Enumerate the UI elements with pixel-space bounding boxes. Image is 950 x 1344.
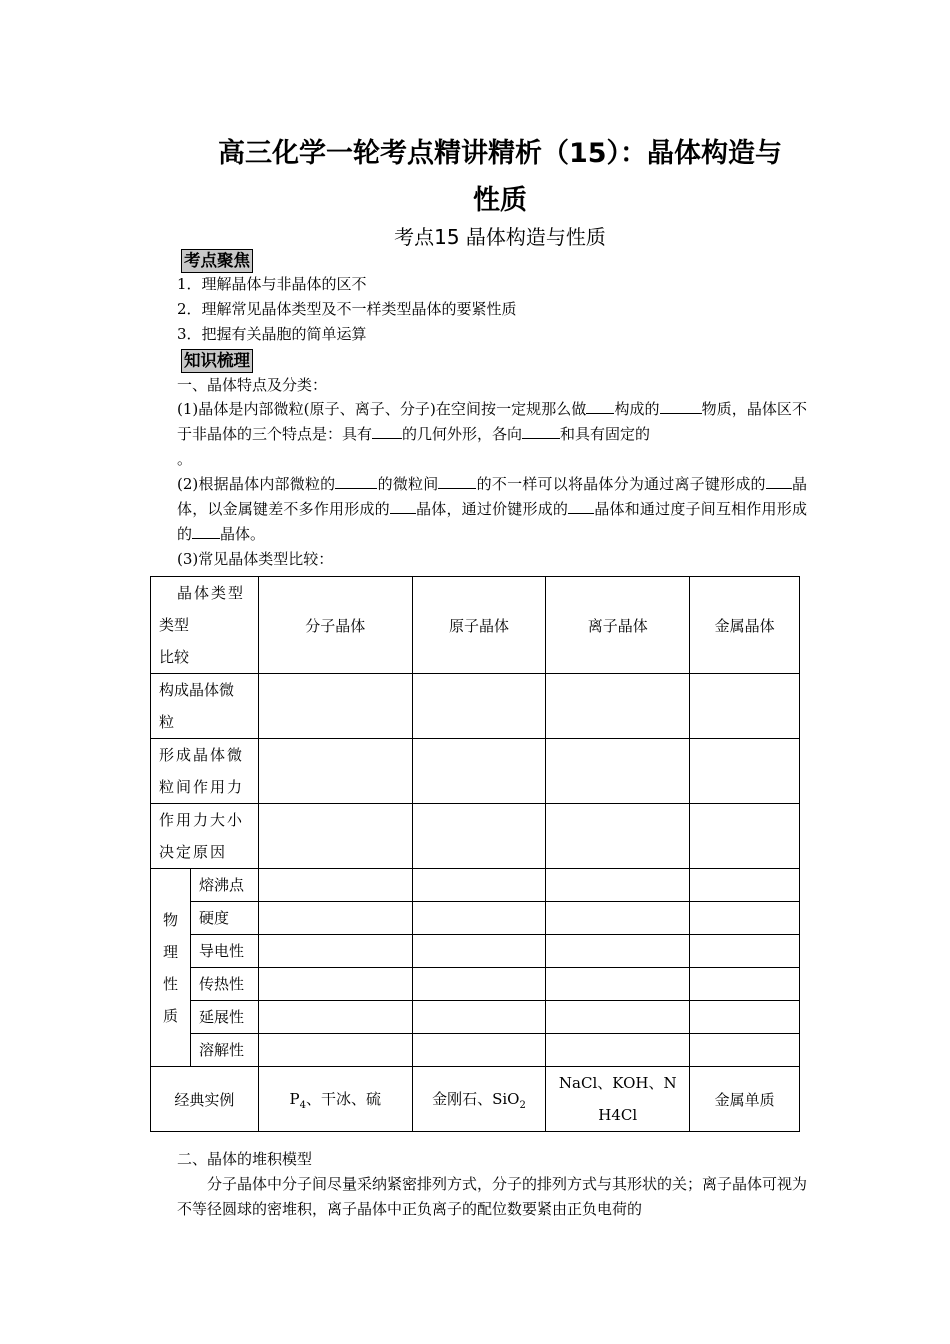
table-cell[interactable] (258, 1034, 412, 1067)
blank[interactable] (335, 472, 377, 489)
doc-subtitle: 考点15 晶体构造与性质 (394, 225, 606, 249)
blank[interactable] (522, 422, 560, 439)
table-cell[interactable] (690, 869, 800, 902)
table-cell[interactable] (412, 935, 546, 968)
prop-melting-point: 熔沸点 (190, 869, 258, 902)
prop-heat-conduction: 传热性 (190, 968, 258, 1001)
table-cell[interactable] (258, 804, 412, 869)
table-cell[interactable] (412, 902, 546, 935)
table-cell[interactable] (546, 674, 690, 739)
table-cell[interactable] (412, 1034, 546, 1067)
header-atomic: 原子晶体 (412, 577, 546, 674)
blank[interactable] (660, 397, 702, 414)
table-cell[interactable] (412, 1001, 546, 1034)
table-cell[interactable] (546, 739, 690, 804)
section2-heading: 二、晶体的堆积模型 (177, 1150, 313, 1168)
blank[interactable] (586, 397, 614, 414)
paragraph-1: (1)晶体是内部微粒(原子、离子、分子)在空间按一定规那么做 构成的 物质，晶体区不于非晶体的三个特点是：具有 的几何外形，各向 和具有固定的 。 (177, 397, 807, 472)
section1-heading: 一、晶体特点及分类： (177, 376, 328, 394)
focus-item-1: 1．理解晶体与非晶体的区不 (177, 275, 367, 293)
header-molecular: 分子晶体 (258, 577, 412, 674)
example-metallic: 金属单质 (690, 1067, 800, 1132)
table-cell[interactable] (412, 804, 546, 869)
header-ionic: 离子晶体 (546, 577, 690, 674)
blank[interactable] (568, 497, 594, 514)
doc-title-line1: 高三化学一轮考点精讲精析（15）：晶体构造与 (217, 138, 783, 169)
row-label-factor: 作用力大小决定原因 (151, 804, 259, 869)
table-cell[interactable] (546, 1001, 690, 1034)
table-cell[interactable] (690, 1001, 800, 1034)
section-focus-heading: 考点聚焦 (181, 249, 253, 273)
table-cell[interactable] (258, 869, 412, 902)
blank[interactable] (766, 472, 792, 489)
blank[interactable] (192, 522, 220, 539)
prop-hardness: 硬度 (190, 902, 258, 935)
table-cell[interactable] (546, 869, 690, 902)
doc-title-line2: 性质 (473, 185, 527, 216)
example-molecular: $P_4$、干冰、硫 (258, 1067, 412, 1132)
table-cell[interactable] (258, 902, 412, 935)
table-corner-cell: 晶体类型 类型 比较 (151, 577, 259, 674)
focus-item-2: 2．理解常见晶体类型及不一样类型晶体的要紧性质 (177, 300, 517, 318)
table-cell[interactable] (546, 935, 690, 968)
table-cell[interactable] (690, 902, 800, 935)
blank[interactable] (390, 497, 416, 514)
row-label-force: 形成晶体微粒间作用力 (151, 739, 259, 804)
table-cell[interactable] (546, 968, 690, 1001)
table-cell[interactable] (412, 968, 546, 1001)
section-knowledge-heading: 知识梳理 (181, 349, 253, 373)
table-cell[interactable] (546, 902, 690, 935)
paragraph-2: (2)根据晶体内部微粒的 的微粒间 的不一样可以将晶体分为通过离子键形成的 晶体，以金属键差不多作用形成的 晶体，通过价键形成的 晶体和通过度子间互相作用形成的 晶体。 (177, 472, 807, 547)
table-cell[interactable] (412, 869, 546, 902)
table-cell[interactable] (412, 674, 546, 739)
row-label-examples: 经典实例 (151, 1067, 259, 1132)
table-cell[interactable] (258, 1001, 412, 1034)
crystal-comparison-table (150, 576, 800, 1132)
blank[interactable] (372, 422, 402, 439)
row-label-constituent: 构成晶体微粒 (151, 674, 259, 739)
paragraph-3: (3)常见晶体类型比较： (177, 550, 334, 568)
table-cell[interactable] (690, 739, 800, 804)
row-label-physical: 物 理 性 质 (151, 869, 191, 1067)
table-cell[interactable] (690, 968, 800, 1001)
table-cell[interactable] (546, 804, 690, 869)
example-ionic: NaCl、KOH、N H4Cl (546, 1067, 690, 1132)
header-metallic: 金属晶体 (690, 577, 800, 674)
table-cell[interactable] (258, 674, 412, 739)
table-cell[interactable] (412, 739, 546, 804)
focus-item-3: 3．把握有关晶胞的简单运算 (177, 325, 367, 343)
table-cell[interactable] (258, 739, 412, 804)
table-cell[interactable] (690, 935, 800, 968)
paragraph-4: 分子晶体中分子间尽量采纳紧密排列方式，分子的排列方式与其形状的关；离子晶体可视为不等径圆球的密堆积，离子晶体中正负离子的配位数要紧由正负电荷的 (177, 1175, 808, 1218)
prop-solubility: 溶解性 (190, 1034, 258, 1067)
table-cell[interactable] (690, 804, 800, 869)
blank[interactable] (438, 472, 476, 489)
table-cell[interactable] (546, 1034, 690, 1067)
table-cell[interactable] (690, 1034, 800, 1067)
prop-conductivity: 导电性 (190, 935, 258, 968)
prop-ductility: 延展性 (190, 1001, 258, 1034)
table-cell[interactable] (258, 935, 412, 968)
table-cell[interactable] (258, 968, 412, 1001)
table-cell[interactable] (690, 674, 800, 739)
example-atomic: 金刚石、SiO$_2$ (412, 1067, 546, 1132)
